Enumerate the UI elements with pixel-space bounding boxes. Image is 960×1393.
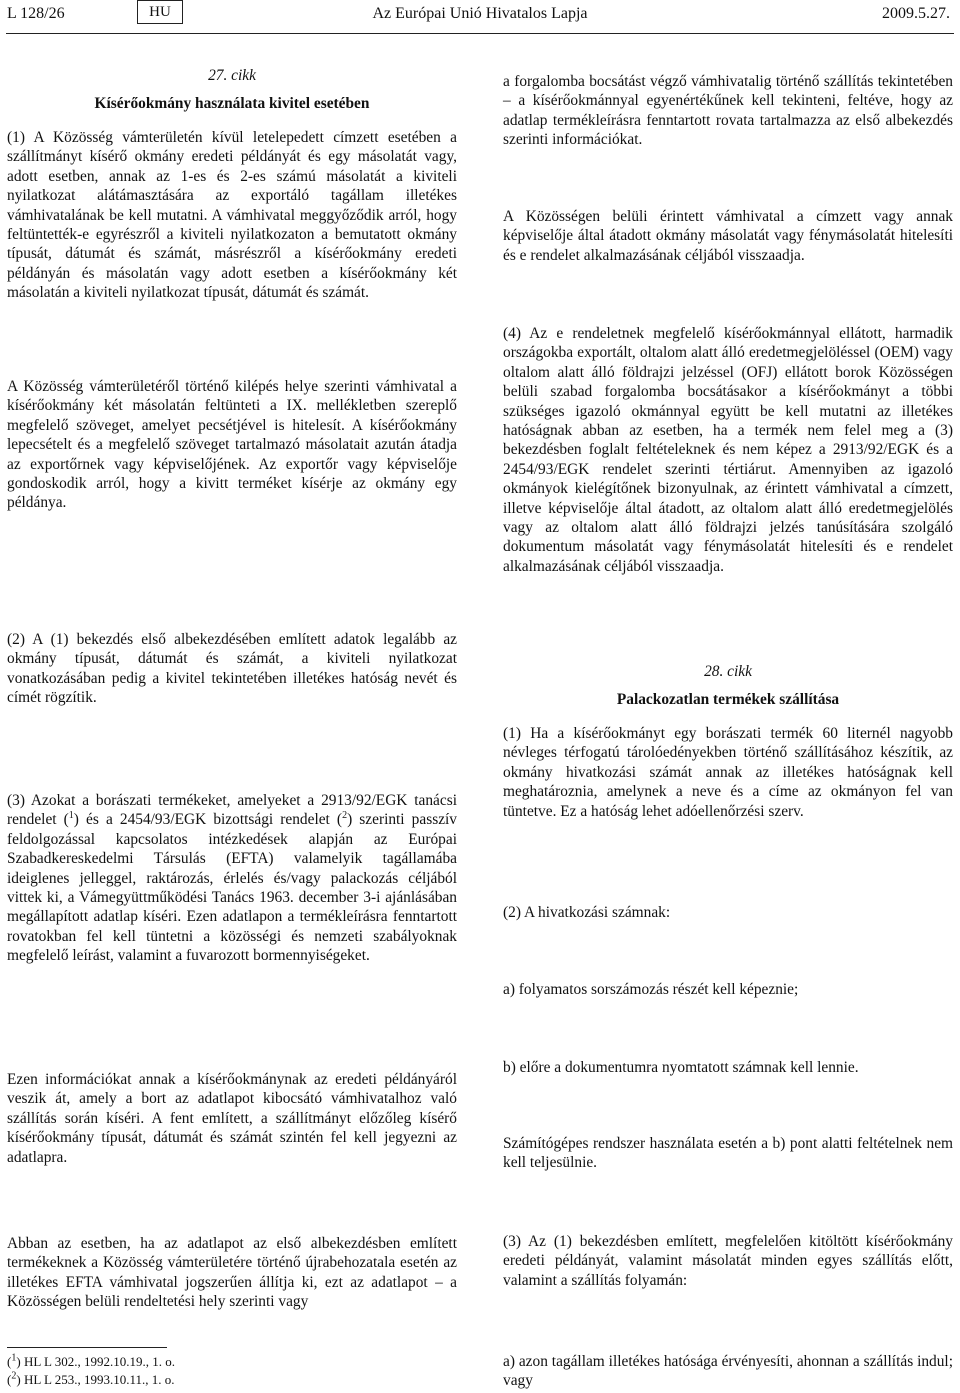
page-header <box>0 0 960 40</box>
art27-paragraph-5: Ezen információkat annak a kísérőokmánynak az eredeti példányáról veszik át, amely a bort az adatlapot kibocsátó vámhivatalhoz való szállítás során kíséri. A fent említett, a szállítmányt előzőleg kísérő kísérőokmány típusát, dátumát és számát szintén fel kell jegyezni az adatlapra. <box>7 1071 457 1166</box>
header-rule <box>6 33 954 34</box>
article-28-title: Palackozatlan termékek szállítása <box>616 691 840 708</box>
footnote-rule <box>7 1347 167 1348</box>
art28-item-b: b) előre a dokumentumra nyomtatott számnak kell lennie. <box>503 1059 859 1076</box>
footnote-1-text: HL L 302., 1992.10.19., 1. o. <box>23 1354 175 1369</box>
footnote-ref-2[interactable]: 2 <box>342 810 348 822</box>
footnote-1-mark: 1 <box>11 1352 17 1364</box>
art28-paragraph-3: (3) Az (1) bekezdésben említett, megfelelően kitöltött kísérőokmány eredeti példányát, valamint másolatát minden egyes szállítás előtt, valamint a szállítás folyamán: <box>503 1233 953 1289</box>
article-28-number: 28. cikk <box>704 663 752 680</box>
publication-date: 2009.5.27. <box>882 5 950 22</box>
art28-computer-system-note: Számítógépes rendszer használata esetén a b) pont alatti feltételnek nem kell teljesülnie. <box>503 1135 953 1172</box>
art27-paragraph-eu-office: A Közösségen belüli érintett vámhivatal a címzett vagy annak képviselője által átadott okmány másolatát vagy fénymásolatát hitelesíti és e rendelet alkalmazásának céljából visszaadja. <box>503 208 953 264</box>
footnote-2-mark: 2 <box>11 1370 17 1382</box>
art28-paragraph-1: (1) Ha a kísérőokmányt egy borászati termék 60 liternél nagyobb névleges térfogatú tárolóedényekben történő szállításához készítik, az okmány hivatkozási számát annak az illetékes hatóságnak kell meghatároznia, amelynek a neve és a címe az okmányon fel van tüntetve. Ez a hatóság lehet adóellenőrzési szerv. <box>503 725 953 820</box>
art27-p4-text-a: (3) Azokat a borászati termékeket, amelyeket a 2913/92/EGK tanácsi rendelet ( <box>7 792 457 829</box>
article-27-number: 27. cikk <box>208 67 256 84</box>
art28-paragraph-3-item-a: a) azon tagállam illetékes hatósága érvényesíti, ahonnan a szállítás indul; vagy <box>503 1353 953 1390</box>
language-badge: HU <box>137 0 183 24</box>
art27-continuation: a forgalomba bocsátást végző vámhivatalig történő szállítás tekintetében – a kísérőokmánnyal egyenértékűnek kell tekinteni, feltéve, hogy az adatlap termékleírásra fenntartott rovata tartalmazza az első albekezdés szerinti információkat. <box>503 73 953 149</box>
art27-paragraph-4 <box>7 791 457 966</box>
art27-p4-text-c: ) szerinti passzív feldolgozással kapcsolatos intézkedések alapján az Európai Szabadkereskedelmi Társulás (EFTA) valamelyik tagállamába ideiglenes jelleggel, raktározás, érlelés és/vagy palackozás céljából vittek ki, a Vámegyüttműködési Tanács 1963. december 3-i ajánlásában megállapított adatlap kíséri. Ezen adatlapon a termékleírásra fenntartott rovatokban fel kell tüntetni a közösségi és nemzeti szabályoknak megfelelő leírást, valamint a fuvarozott bormennyiségeket. <box>7 811 457 965</box>
art27-paragraph-3: (2) A (1) bekezdés első albekezdésében említett adatok legalább az okmány típusát, dátumát és számát, a kiviteli nyilatkozat vonatkozásában pedig a kivitel tekintetében illetékes hatóság nevét és címét rögzítik. <box>7 631 457 707</box>
art27-paragraph-6: Abban az esetben, ha az adatlapot az első albekezdésben említett termékeknek a Közösség vámterületére történő újrabehozatala esetén az illetékes EFTA vámhivatal jogszerűen állítja ki, ezt az adatlapot – a Közösségen belüli rendeltetési hely szerinti vagy <box>7 1235 457 1311</box>
footnote-1: ($^1$) HL L 302., 1992.10.19., 1. o. <box>7 1352 175 1369</box>
footnote-2-text: HL L 253., 1993.10.11., 1. o. <box>23 1372 175 1387</box>
art27-paragraph-4-oem: (4) Az e rendeletnek megfelelő kísérőokmánnyal ellátott, harmadik országokba exportált, oltalom alatt álló eredetmegjelöléssel (OEM) vagy oltalom alatt álló földrajzi jelzéssel (OFJ) ellátott borok Közösségen belüli szabad forgalomba bocsátásakor a kísérőokmányt a többi szükséges igazoló okmánnyal együtt be kell mutatni az illetékes hatóságnak abban az esetben, ha a termék nem felel meg a (3) bekezdésben foglalt feltételeknek és nem képez a 2913/92/EGK és a 2454/93/EGK rendelet szerinti tértiárut. Amennyiben az igazoló okmányok kielégítőnek bizonyulnak, az érintett vámhivatal a címzett, illetve képviselője által átadott, az oltalom alatt álló eredetmegjelölés vagy az oltalom alatt álló földrajzi jelzés tanúsítására szolgáló dokumentum másolatát vagy fénymásolatát hitelesíti és e rendelet alkalmazásának céljából visszaadja. <box>503 325 953 575</box>
footnote-2: ($^2$) HL L 253., 1993.10.11., 1. o. <box>7 1370 175 1387</box>
art28-paragraph-2: (2) A hivatkozási számnak: <box>503 904 671 921</box>
footnote-ref-1[interactable]: 1 <box>68 810 74 822</box>
article-27-title: Kísérőokmány használata kivitel esetében <box>94 95 370 112</box>
art27-p4-text-b: ) és a 2454/93/EGK bizottsági rendelet ( <box>73 811 343 829</box>
art27-paragraph-1: (1) A Közösség vámterületén kívül letelepedett címzett esetében a szállítmányt kísérő okmány eredeti példányát és egy másolatát vagy, adott esetben, annak az 1-es és 2-es számú másolatát a kiviteli nyilatkozat alátámasztására az exportáló tagállam illetékes vámhivatalának be kell mutatni. A vámhivatal meggyőződik arról, hogy feltüntették-e egyrészről a kiviteli nyilatkozaton a bemutatott okmány típusát, dátumát és számát, másrészről a kísérőokmány eredeti példányán és másolatán vagy adott esetben a kísérőokmány két másolatán a kiviteli nyilatkozat típusát, dátumát és számát. <box>7 129 457 302</box>
art28-item-a: a) folyamatos sorszámozás részét kell képeznie; <box>503 981 799 998</box>
journal-title: Az Európai Unió Hivatalos Lapja <box>372 5 588 22</box>
art27-paragraph-2: A Közösség vámterületéről történő kilépés helye szerinti vámhivatal a kísérőokmány két másolatán feltünteti a IX. mellékletben szereplő megfelelő szöveget, amelyet pecsétjével is hitelesít. A kísérőokmány lepecsételt és a megfelelő szöveget tartalmazó másolatait azután átadja az exportőrnek vagy képviselőjének. Az exportőr vagy képviselője gondoskodik arról, hogy a kivitt terméket kísérje az okmány egy példánya. <box>7 378 457 512</box>
page-reference: L 128/26 <box>7 5 65 22</box>
